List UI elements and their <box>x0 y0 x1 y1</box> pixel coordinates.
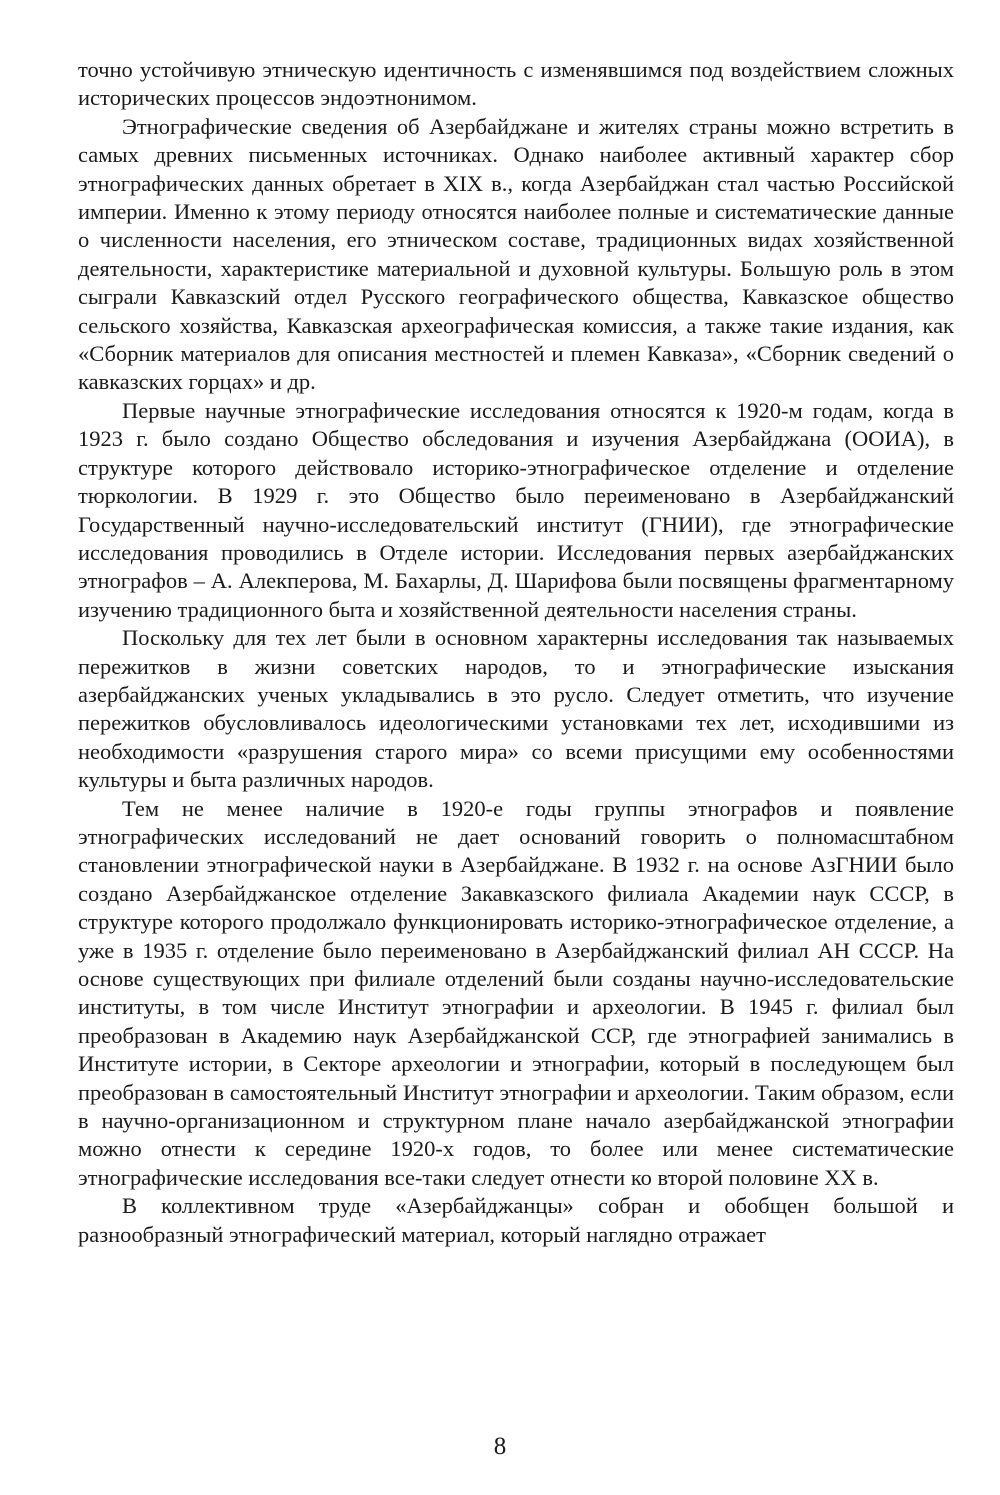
document-body <box>78 56 954 1249</box>
paragraph-5: Тем не менее наличие в 1920-е годы группы этнографов и появление этнографических исследований не дает оснований говорить о полномасштабном становлении этнографической науки в Азербайджане. В 1932 г. на основе АзГНИИ было создано Азербайджанское отделение Закавказского филиала Академии наук СССР, в структуре которого продолжало функционировать историко-этнографическое отделение, а уже в 1935 г. отделение было переименовано в Азербайджанский филиал АН СССР. На основе существующих при филиале отделений были созданы научно-исследовательские институты, в том числе Институт этнографии и археологии. В 1945 г. филиал был преобразован в Академию наук Азербайджанской ССР, где этнографией занимались в Институте истории, в Секторе археологии и этнографии, который в последующем был преобразован в самостоятельный Институт этнографии и археологии. Таким образом, если в научно-организационном и структурном плане начало азербайджанской этнографии можно отнести к середине 1920-х годов, то более или менее систематические этнографические исследования все-таки следует отнести ко второй половине XX в. <box>78 795 954 1190</box>
paragraph-4: Поскольку для тех лет были в основном характерны исследования так называемых пережитков в жизни советских народов, то и этнографические изыскания азербайджанских ученых укладывались в это русло. Следует отметить, что изучение пережитков обусловливалось идеологическими установками тех лет, исходившими из необходимости «разрушения старого мира» со всеми присущими ему особенностями культуры и быта различных народов. <box>78 625 954 793</box>
paragraph-6: В коллективном труде «Азербайджанцы» собран и обобщен большой и разнообразный этнографический материал, который наглядно отражает <box>78 1193 954 1247</box>
page-number: 8 <box>493 1433 507 1460</box>
paragraph-2: Этнографические сведения об Азербайджане и жителях страны можно встретить в самых древних письменных источниках. Однако наиболее активный характер сбор этнографических данных обретает в XIX в., когда Азербайджан стал частью Российской империи. Именно к этому периоду относятся наиболее полные и систематические данные о численности населения, его этническом составе, традиционных видах хозяйственной деятельности, характеристике материальной и духовной культуры. Большую роль в этом сыграли Кавказский отдел Русского географического общества, Кавказское общество сельского хозяйства, Кавказская археографическая комиссия, а также такие издания, как «Сборник материалов для описания местностей и племен Кавказа», «Сборник сведений о кавказских горцах» и др. <box>78 113 954 395</box>
paragraph-1: точно устойчивую этническую идентичность с изменявшимся под воздействием сложных исторических процессов эндоэтнонимом. <box>78 57 954 111</box>
paragraph-3: Первые научные этнографические исследования относятся к 1920-м годам, когда в 1923 г. было создано Общество обследования и изучения Азербайджана (ООИА), в структуре которого действовало историко-этнографическое отделение и отделение тюркологии. В 1929 г. это Общество было переименовано в Азербайджанский Государственный научно-исследовательский институт (ГНИИ), где этнографические исследования проводились в Отделе истории. Исследования первых азербайджанских этнографов – А. Алекперова, М. Бахарлы, Д. Шарифова были посвящены фрагментарному изучению традиционного быта и хозяйственной деятельности населения страны. <box>78 397 954 622</box>
